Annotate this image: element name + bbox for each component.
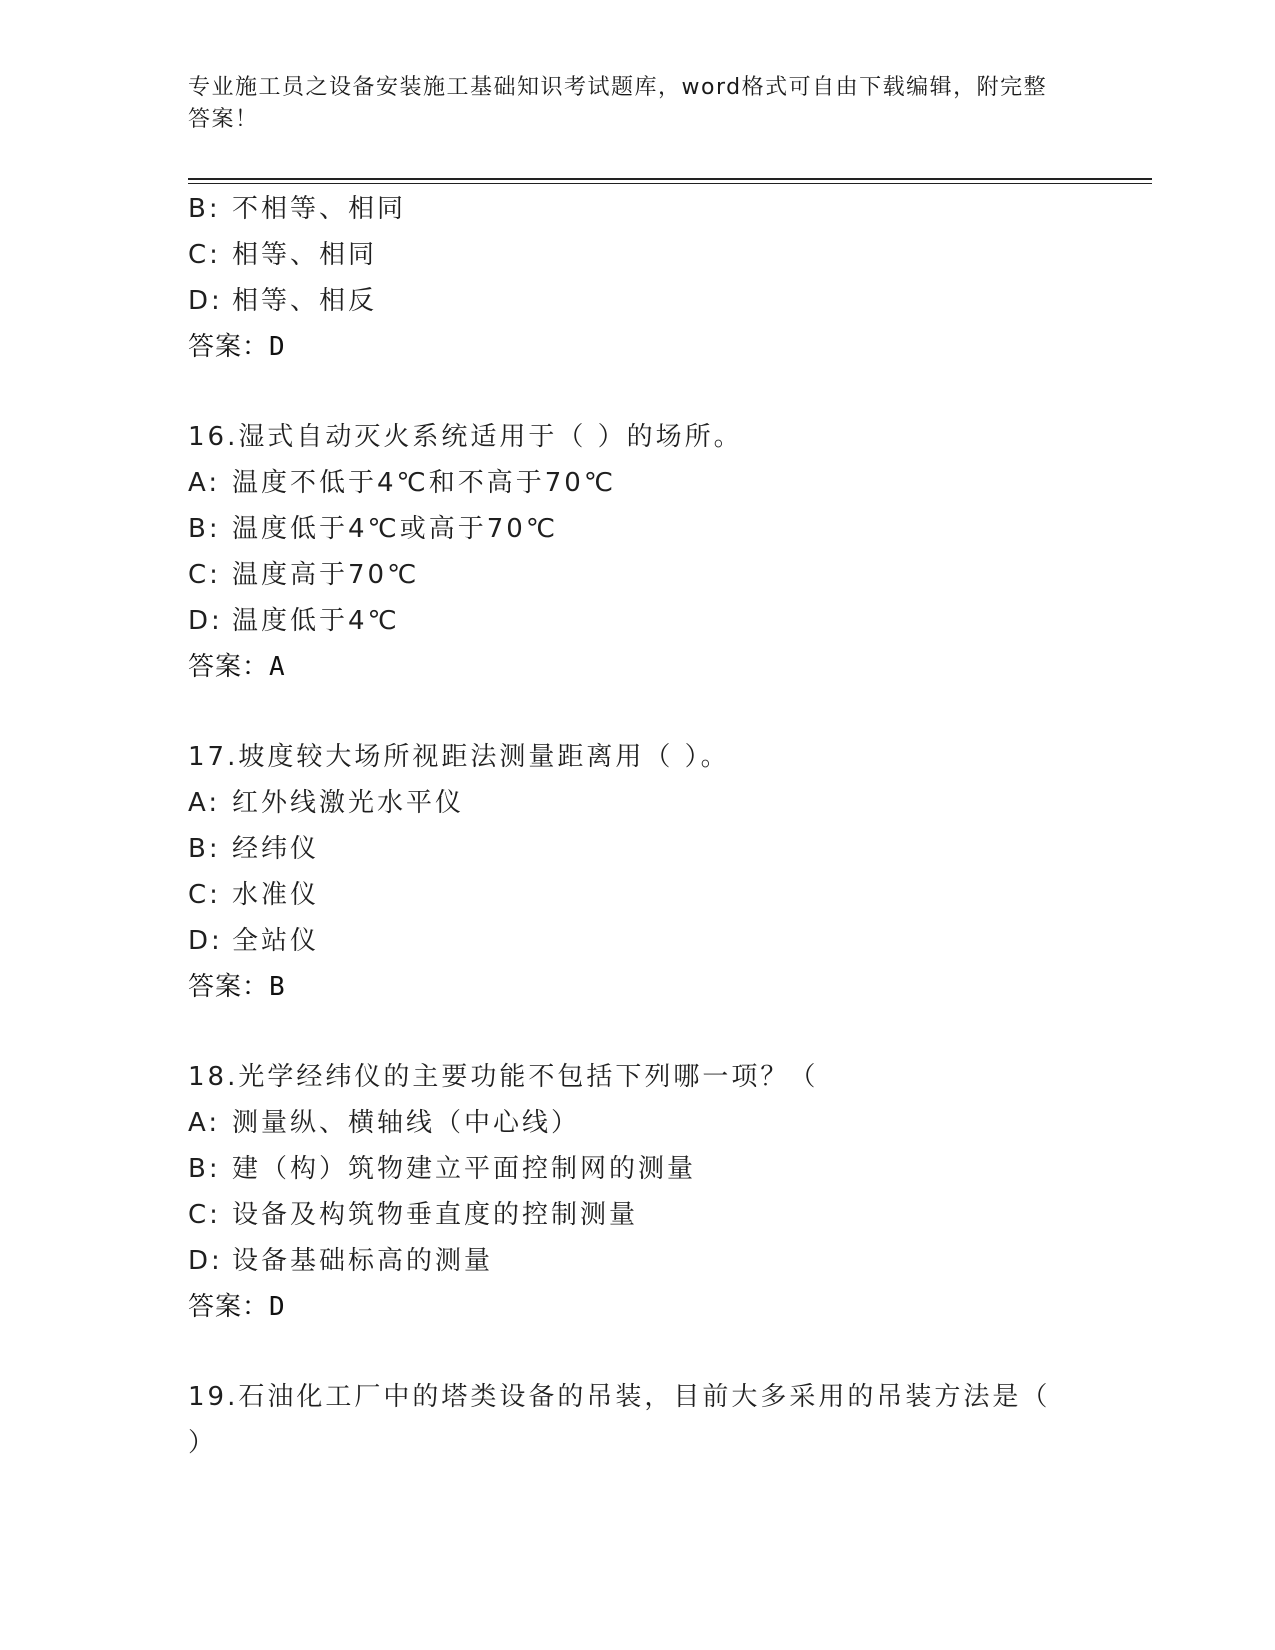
spacer: [188, 1010, 1108, 1054]
answer-value: B: [269, 972, 286, 1002]
answer-label: 答案：: [188, 332, 270, 362]
answer-line: [188, 644, 1108, 690]
answer-value: D: [269, 1292, 286, 1322]
option-a: [188, 1100, 1108, 1146]
option-a: [188, 780, 1108, 826]
question-stem: [188, 734, 1108, 780]
option-text: 温度低于4℃: [232, 606, 400, 636]
option-key: D:: [188, 286, 223, 316]
answer-value: D: [269, 332, 286, 362]
question-16: [188, 414, 1108, 690]
option-text: 设备基础标高的测量: [232, 1246, 494, 1276]
option-b: [188, 506, 1108, 552]
option-text: 红外线激光水平仪: [232, 788, 465, 818]
answer-line: [188, 964, 1108, 1010]
option-text: 水准仪: [232, 880, 320, 910]
option-b: [188, 826, 1108, 872]
question-stem: [188, 1374, 1108, 1420]
question-number: 18.: [188, 1062, 239, 1092]
answer-label: 答案：: [188, 652, 270, 682]
option-key: C:: [188, 1200, 221, 1230]
answer-value: A: [269, 652, 286, 682]
option-a: [188, 460, 1108, 506]
option-text: 相等、相反: [232, 286, 378, 316]
option-text: 不相等、相同: [232, 194, 407, 224]
spacer: [188, 370, 1108, 414]
question-number: 19.: [188, 1382, 239, 1412]
answer-line: [188, 324, 1108, 370]
question-19: [188, 1374, 1108, 1466]
option-text: 温度低于4℃或高于70℃: [232, 514, 559, 544]
option-text: 经纬仪: [232, 834, 320, 864]
option-text: 建（构）筑物建立平面控制网的测量: [232, 1154, 697, 1184]
answer-line: [188, 1284, 1108, 1330]
question-18: [188, 1054, 1108, 1330]
header-rule-bottom: [188, 183, 1152, 184]
question-partial: [188, 186, 1108, 370]
spacer: [188, 1330, 1108, 1374]
question-text: 坡度较大场所视距法测量距离用（ ）。: [238, 742, 730, 772]
option-key: D:: [188, 606, 223, 636]
question-stem-continued: ）: [188, 1428, 218, 1458]
option-d: [188, 1238, 1108, 1284]
answer-label: 答案：: [188, 972, 270, 1002]
option-key: B:: [188, 1154, 221, 1184]
option-key: A:: [188, 788, 221, 818]
spacer: [188, 690, 1108, 734]
question-stem: [188, 1054, 1108, 1100]
option-key: C:: [188, 560, 221, 590]
option-c: [188, 1192, 1108, 1238]
answer-label: 答案：: [188, 1292, 270, 1322]
option-c: [188, 232, 1108, 278]
option-text: 温度不低于4℃和不高于70℃: [232, 468, 617, 498]
option-d: [188, 918, 1108, 964]
question-text: 光学经纬仪的主要功能不包括下列哪一项？（: [238, 1062, 819, 1092]
option-text: 设备及构筑物垂直度的控制测量: [232, 1200, 639, 1230]
question-number: 17.: [188, 742, 239, 772]
option-key: A:: [188, 468, 221, 498]
option-c: [188, 872, 1108, 918]
option-text: 温度高于70℃: [232, 560, 420, 590]
option-text: 测量纵、横轴线（中心线）: [232, 1108, 581, 1138]
question-list: [188, 186, 1108, 1466]
option-key: C:: [188, 880, 221, 910]
question-stem: [188, 414, 1108, 460]
option-d: [188, 278, 1108, 324]
option-c: [188, 552, 1108, 598]
option-text: 相等、相同: [232, 240, 378, 270]
header-rule-top: [188, 178, 1152, 180]
option-key: D:: [188, 1246, 223, 1276]
option-text: 全站仪: [232, 926, 320, 956]
option-d: [188, 598, 1108, 644]
document-header: 专业施工员之设备安装施工基础知识考试题库，word格式可自由下载编辑，附完整答案！: [188, 75, 1048, 132]
option-key: B:: [188, 834, 221, 864]
option-key: C:: [188, 240, 221, 270]
question-number: 16.: [188, 422, 239, 452]
question-text: 石油化工厂中的塔类设备的吊装，目前大多采用的吊装方法是（: [238, 1382, 1051, 1412]
option-key: B:: [188, 514, 221, 544]
option-b: [188, 186, 1108, 232]
option-key: A:: [188, 1108, 221, 1138]
option-key: B:: [188, 194, 221, 224]
option-key: D:: [188, 926, 223, 956]
question-text: 湿式自动灭火系统适用于（ ）的场所。: [238, 422, 743, 452]
question-17: [188, 734, 1108, 1010]
option-b: [188, 1146, 1108, 1192]
